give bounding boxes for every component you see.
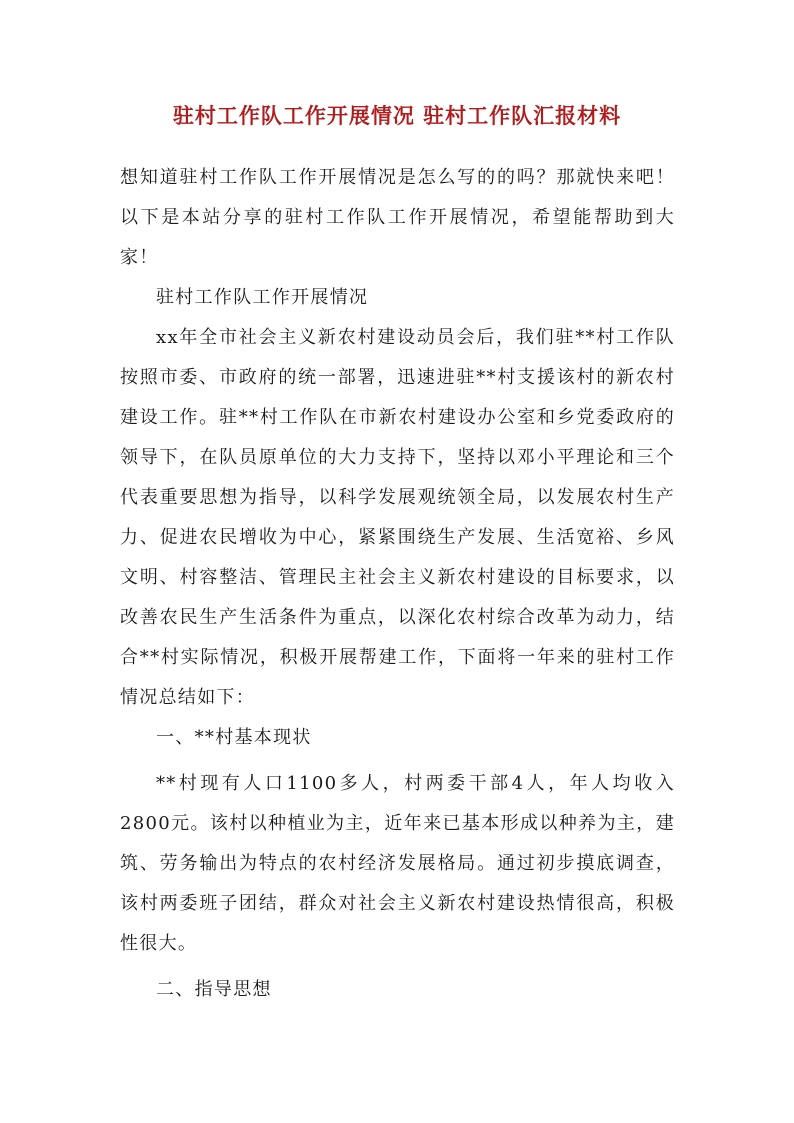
- paragraph-2: **村现有人口1100多人，村两委干部4人，年人均收入2800元。该村以种植业为主，近年来已基本形成以种养为主，建筑、劳务输出为特点的农村经济发展格局。通过初步摸底调查，该村两委班子团结，群众对社会主义新农村建设热情很高，积极性很大。: [120, 773, 675, 954]
- paragraph-1: xx年全市社会主义新农村建设动员会后，我们驻**村工作队按照市委、市政府的统一部署，迅速进驻**村支援该村的新农村建设工作。驻**村工作队在市新农村建设办公室和乡党委政府的领导下，在队员原单位的大力支持下，坚持以邓小平理论和三个代表重要思想为指导，以科学发展观统领全局，以发展农村生产力、促进农民增收为中心，紧紧围绕生产发展、生活宽裕、乡风文明、村容整洁、管理民主社会主义新农村建设的目标要求，以改善农民生产生活条件为重点，以深化农村综合改革为动力，结合**村实际情况，积极开展帮建工作，下面将一年来的驻村工作情况总结如下：: [120, 327, 675, 708]
- subtitle: 驻村工作队工作开展情况: [156, 287, 369, 308]
- intro-paragraph: 想知道驻村工作队工作开展情况是怎么写的的吗？那就快来吧！以下是本站分享的驻村工作队工作开展情况，希望能帮助到大家！: [120, 167, 675, 268]
- document-body: [120, 158, 675, 1010]
- section-2-heading: 二、指导思想: [156, 979, 272, 1000]
- document-title: 驻村工作队工作开展情况 驻村工作队汇报材料: [172, 103, 622, 128]
- section-1-heading: 一、**村基本现状: [156, 727, 312, 748]
